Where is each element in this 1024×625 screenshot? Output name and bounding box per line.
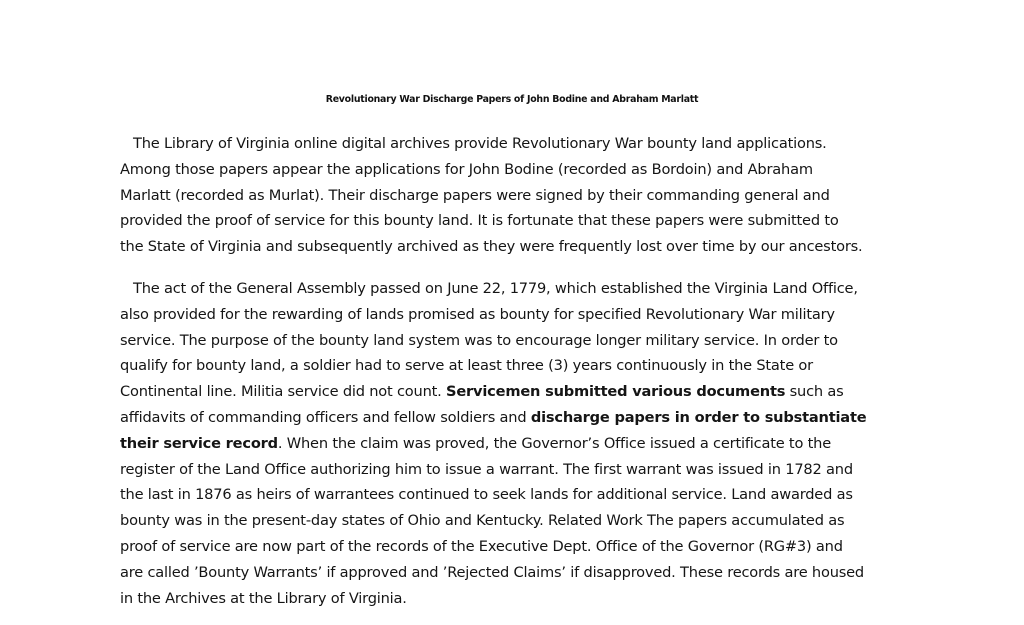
paragraph-line: service. The purpose of the bounty land system was to encourage longer military service. In order to — [120, 331, 838, 349]
paragraph-1 — [120, 131, 920, 260]
paragraph-2 — [120, 276, 920, 611]
paragraph-line — [120, 405, 920, 431]
text-run: affidavits of commanding officers and fellow soldiers and — [120, 408, 531, 426]
text-run: Continental line. Militia service did not count. — [120, 383, 447, 401]
paragraph-line — [120, 431, 920, 457]
paragraph-line: in the Archives at the Library of Virginia. — [120, 589, 407, 607]
paragraph-line: proof of service are now part of the records of the Executive Dept. Office of the Governor (RG#3) and — [120, 537, 843, 555]
document-title: Revolutionary War Discharge Papers of John Bodine and Abraham Marlatt — [325, 94, 699, 105]
bold-text-run: discharge papers in order to substantiate — [530, 408, 867, 426]
paragraph-line: register of the Land Office authorizing him to issue a warrant. The first warrant was issued in 1782 and — [120, 460, 853, 478]
paragraph-line: qualify for bounty land, a soldier had to serve at least three (3) years continuously in the State or — [120, 357, 813, 375]
paragraph-line: The act of the General Assembly passed on June 22, 1779, which established the Virginia Land Office, — [133, 280, 858, 297]
paragraph-line: the State of Virginia and subsequently archived as they were frequently lost over time by our ancestors. — [120, 238, 863, 256]
text-run: such as — [785, 383, 844, 401]
bold-text-run: their service record — [120, 434, 278, 452]
paragraph-line: are called ’Bounty Warrants’ if approved and ’Rejected Claims’ if disapproved. These records are housed — [120, 563, 864, 581]
text-run: . When the claim was proved, the Governor’s Office issued a certificate to the — [277, 434, 831, 452]
paragraph-line: provided the proof of service for this bounty land. It is fortunate that these papers were submitted to — [120, 212, 839, 230]
paragraph-line: Marlatt (recorded as Murlat). Their discharge papers were signed by their commanding general and — [120, 186, 830, 204]
bold-text-run: Servicemen submitted various documents — [446, 383, 786, 401]
paragraph-line: Among those papers appear the applications for John Bodine (recorded as Bordoin) and Abraham — [120, 160, 813, 178]
paragraph-line: the last in 1876 as heirs of warrantees continued to seek lands for additional service. Land awarded as — [120, 486, 853, 504]
paragraph-line — [120, 379, 920, 405]
paragraph-line: The Library of Virginia online digital archives provide Revolutionary War bounty land applications. — [133, 135, 827, 152]
paragraph-line: bounty was in the present-day states of Ohio and Kentucky. Related Work The papers accumulated as — [120, 512, 845, 530]
paragraph-line: also provided for the rewarding of lands promised as bounty for specified Revolutionary War military — [120, 305, 835, 323]
